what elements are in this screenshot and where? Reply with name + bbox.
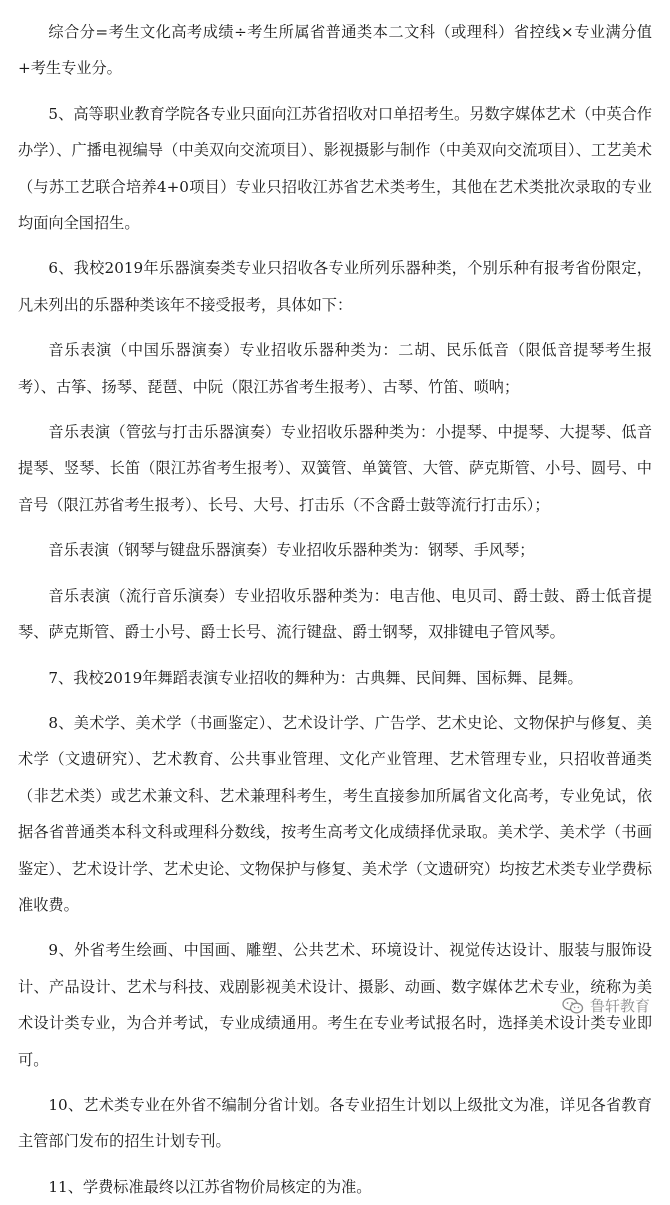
paragraph-orchestral-instruments: 音乐表演（管弦与打击乐器演奏）专业招收乐器种类为：小提琴、中提琴、大提琴、低音提琴、竖琴、长笛（限江苏省考生报考）、双簧管、单簧管、大管、萨克斯管、小号、圆号、中音号（限江苏省考生报考）、长号、大号、打击乐（不含爵士鼓等流行打击乐）； [18, 423, 652, 514]
paragraph-item-5: 5、高等职业教育学院各专业只面向江苏省招收对口单招考生。另数字媒体艺术（中英合作办学）、广播电视编导（中美双向交流项目）、影视摄影与制作（中美双向交流项目）、工艺美术（与苏工艺联合培养4+0项目）专业只招收江苏省艺术类考生，其他在艺术类批次录取的专业均面向全国招生。 [18, 104, 652, 233]
paragraph-chinese-instruments: 音乐表演（中国乐器演奏）专业招收乐器种类为：二胡、民乐低音（限低音提琴考生报考）、古筝、扬琴、琵琶、中阮（限江苏省考生报考）、古琴、竹笛、唢呐； [18, 341, 652, 396]
paragraph-score-formula: 综合分=考生文化高考成绩÷考生所属省普通类本二文科（或理科）省控线×专业满分值+考生专业分。 [18, 23, 652, 78]
paragraph-keyboard-instruments: 音乐表演（钢琴与键盘乐器演奏）专业招收乐器种类为：钢琴、手风琴； [48, 541, 535, 560]
paragraph-item-11: 11、学费标准最终以江苏省物价局核定的为准。 [48, 1177, 372, 1196]
paragraph-item-10: 10、艺术类专业在外省不编制分省计划。各专业招生计划以上级批文为准，详见各省教育主管部门发布的招生计划专刊。 [18, 1095, 652, 1151]
paragraph-item-9: 9、外省考生绘画、中国画、雕塑、公共艺术、环境设计、视觉传达设计、服装与服饰设计、产品设计、艺术与科技、戏剧影视美术设计、摄影、动画、数字媒体艺术专业，统称为美术设计类专业，为合并考试，专业成绩通用。考生在专业考试报名时，选择美术设计类专业即可。 [18, 941, 652, 1069]
paragraph-pop-instruments: 音乐表演（流行音乐演奏）专业招收乐器种类为：电吉他、电贝司、爵士鼓、爵士低音提琴、萨克斯管、爵士小号、爵士长号、流行键盘、爵士钢琴，双排键电子管风琴。 [18, 586, 652, 642]
wechat-icon [562, 997, 584, 1015]
watermark-text: 鲁轩教育 [589, 997, 650, 1015]
paragraph-item-6: 6、我校2019年乐器演奏类专业只招收各专业所列乐器种类，个别乐种有报考省份限定，凡未列出的乐器种类该年不接受报考，具体如下： [18, 259, 652, 314]
paragraph-item-8: 8、美术学、美术学（书画鉴定）、艺术设计学、广告学、艺术史论、文物保护与修复、美术学（文遗研究）、艺术教育、公共事业管理、文化产业管理、艺术管理专业，只招收普通类（非艺术类）或艺术兼文科、艺术兼理科考生，考生直接参加所属省文化高考，专业免试，依据各省普通类本科文科或理科分数线，按考生高考文化成绩择优录取。美术学、美术学（书画鉴定）、艺术设计学、艺术史论、文物保护与修复、美术学（文遗研究）均按艺术类专业学费标准收费。 [18, 713, 652, 914]
watermark [562, 995, 650, 1016]
paragraph-item-7: 7、我校2019年舞蹈表演专业招收的舞种为：古典舞、民间舞、国标舞、昆舞。 [48, 668, 583, 687]
